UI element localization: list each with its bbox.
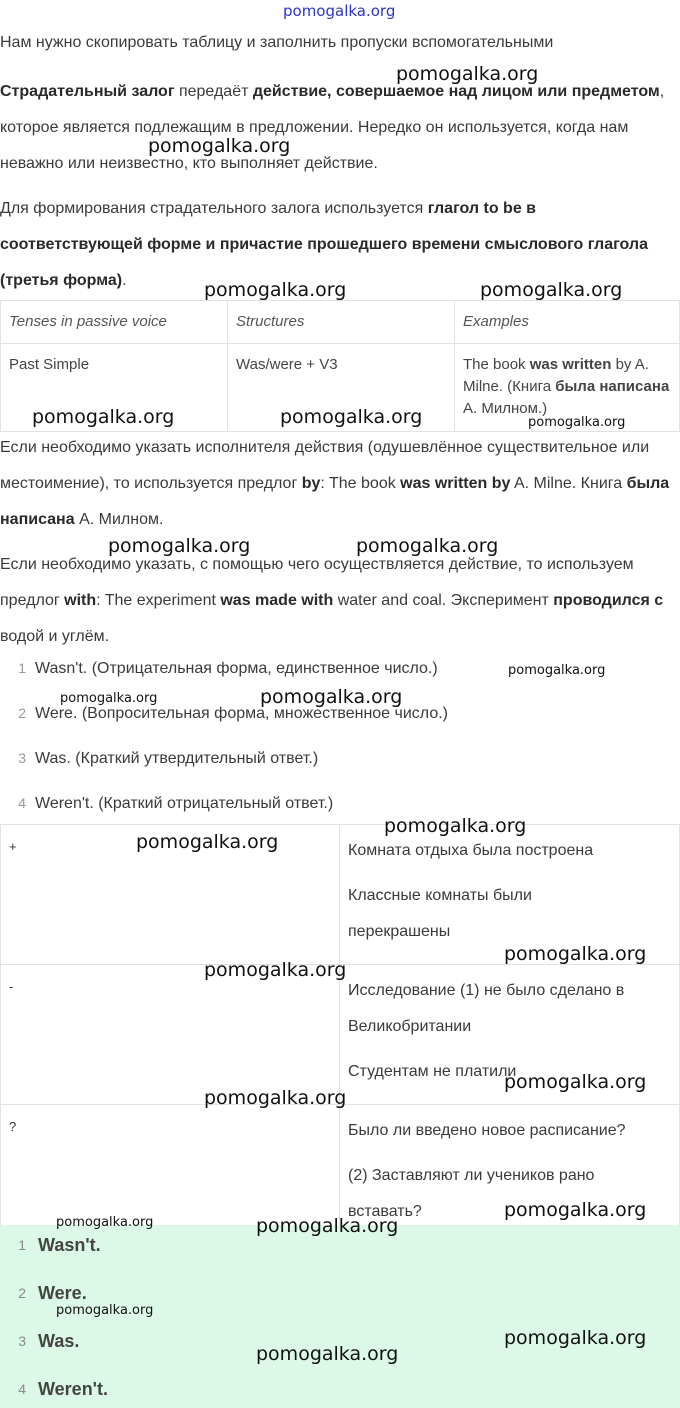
watermark: pomogalka.org (204, 959, 347, 981)
watermark: pomogalka.org (356, 535, 499, 557)
watermark: pomogalka.org (32, 406, 175, 428)
text: , которое является подлежащим в предложении. Нередко он используется, когда нам неважно или неизвестно, кто выполняет действие. (0, 83, 665, 172)
watermark: pomogalka.org (504, 1327, 647, 1349)
bold-term: была написана (0, 475, 670, 528)
passive-definition-paragraph (0, 74, 680, 182)
watermark: pomogalka.org (56, 1215, 154, 1230)
structure-cell: Was/were + V3 (228, 344, 455, 432)
sign-cell: + (1, 825, 340, 965)
answer-text: Weren't. (38, 1379, 108, 1399)
list-number: 1 (18, 660, 26, 676)
watermark: pomogalka.org (256, 1215, 399, 1237)
watermark: pomogalka.org (148, 135, 291, 157)
sentence-forms-table (0, 824, 680, 1245)
text: Если необходимо указать исполнителя действия (одушевлённое существительное или местоимение), то используется предлог (0, 439, 650, 492)
text: передаёт (174, 83, 253, 100)
with-preposition-paragraph (0, 547, 680, 655)
text: Если необходимо указать, с помощью чего осуществляется действие, то используем предлог (0, 556, 634, 609)
watermark: pomogalka.org (256, 1343, 399, 1365)
bold-term: was made with (220, 592, 334, 609)
watermark: pomogalka.org (204, 1087, 347, 1109)
sentence-line: перекрашены (348, 923, 451, 940)
header-cell: Structures (228, 301, 455, 344)
text: by A. Milne. (Книга (463, 356, 649, 395)
watermark: pomogalka.org (480, 279, 623, 301)
watermark: pomogalka.org (56, 1303, 154, 1318)
text: The book (463, 356, 530, 373)
sentence-line: Великобритании (348, 1018, 472, 1035)
bold-term: действие, совершаемое над лицом или предметом (252, 83, 660, 100)
bold-term: глагол to be в соответствующей форме и причастие прошедшего времени смыслового глагола (третья форма) (0, 200, 648, 289)
text: : The experiment (96, 592, 221, 609)
answer-text: Wasn't. (38, 1235, 101, 1255)
bold-term: was written (529, 356, 612, 373)
watermark: pomogalka.org (280, 406, 423, 428)
list-text: Wasn't. (Отрицательная форма, единственное число.) (35, 660, 438, 677)
top-watermark: pomogalka.org (283, 2, 396, 20)
list-text: Were. (Вопросительная форма, множественное число.) (35, 705, 448, 722)
header-cell: Examples (455, 301, 680, 344)
watermark: pomogalka.org (504, 1071, 647, 1093)
watermark: pomogalka.org (60, 691, 158, 706)
sign-cell: - (1, 965, 340, 1105)
list-number: 2 (18, 705, 26, 721)
answer-number: 2 (18, 1285, 26, 1301)
watermark: pomogalka.org (504, 943, 647, 965)
intro-text: Нам нужно скопировать таблицу и заполнить пропуски вспомогательными (0, 34, 554, 51)
text: Для формирования страдательного залога используется (0, 200, 428, 217)
answer-number: 4 (18, 1381, 26, 1397)
table-header-row (1, 301, 680, 344)
sign-cell: ? (1, 1105, 340, 1245)
sentence-line: вставать? (348, 1203, 422, 1220)
bold-term: with (64, 592, 97, 609)
watermark: pomogalka.org (204, 279, 347, 301)
tense-cell: Past Simple (1, 344, 228, 432)
watermark: pomogalka.org (108, 535, 251, 557)
watermark: pomogalka.org (396, 63, 539, 85)
answer-text: Was. (38, 1331, 80, 1351)
sentence-line: Комната отдыха была построена (348, 842, 594, 859)
text: . (122, 272, 127, 289)
bold-term: by (301, 475, 321, 492)
list-text: Was. (Краткий утвердительный ответ.) (35, 750, 319, 767)
answer-text: Were. (38, 1283, 87, 1303)
list-number: 3 (18, 750, 26, 766)
watermark: pomogalka.org (260, 686, 403, 708)
watermark: pomogalka.org (384, 815, 527, 837)
watermark: pomogalka.org (528, 415, 626, 430)
by-preposition-paragraph (0, 430, 680, 538)
bold-term: проводился с (553, 592, 664, 609)
text: A. Milne. Книга (510, 475, 627, 492)
text: водой и углём. (0, 628, 110, 645)
sentence-line: (2) Заставляют ли учеников рано (348, 1167, 595, 1184)
text: water and coal. Эксперимент (333, 592, 554, 609)
bold-term: была написана (555, 378, 670, 395)
sentence-line: Классные комнаты были (348, 887, 532, 904)
watermark: pomogalka.org (508, 663, 606, 678)
sentence-line: Исследование (1) не было сделано в (348, 982, 625, 999)
text: А. Милном. (74, 511, 164, 528)
list-text: Weren't. (Краткий отрицательный ответ.) (35, 795, 334, 812)
answer-number: 1 (18, 1237, 26, 1253)
sentence-line: Было ли введено новое расписание? (348, 1122, 626, 1139)
list-number: 4 (18, 795, 26, 811)
header-cell: Tenses in passive voice (1, 301, 228, 344)
sentence-line: Студентам не платили (348, 1063, 517, 1080)
answer-number: 3 (18, 1333, 26, 1349)
watermark: pomogalka.org (504, 1199, 647, 1221)
bold-term: was written by (400, 475, 511, 492)
text: : The book (320, 475, 401, 492)
bold-term: Страдательный залог (0, 83, 175, 100)
watermark: pomogalka.org (136, 831, 279, 853)
text: А. Милном.) (463, 400, 548, 417)
